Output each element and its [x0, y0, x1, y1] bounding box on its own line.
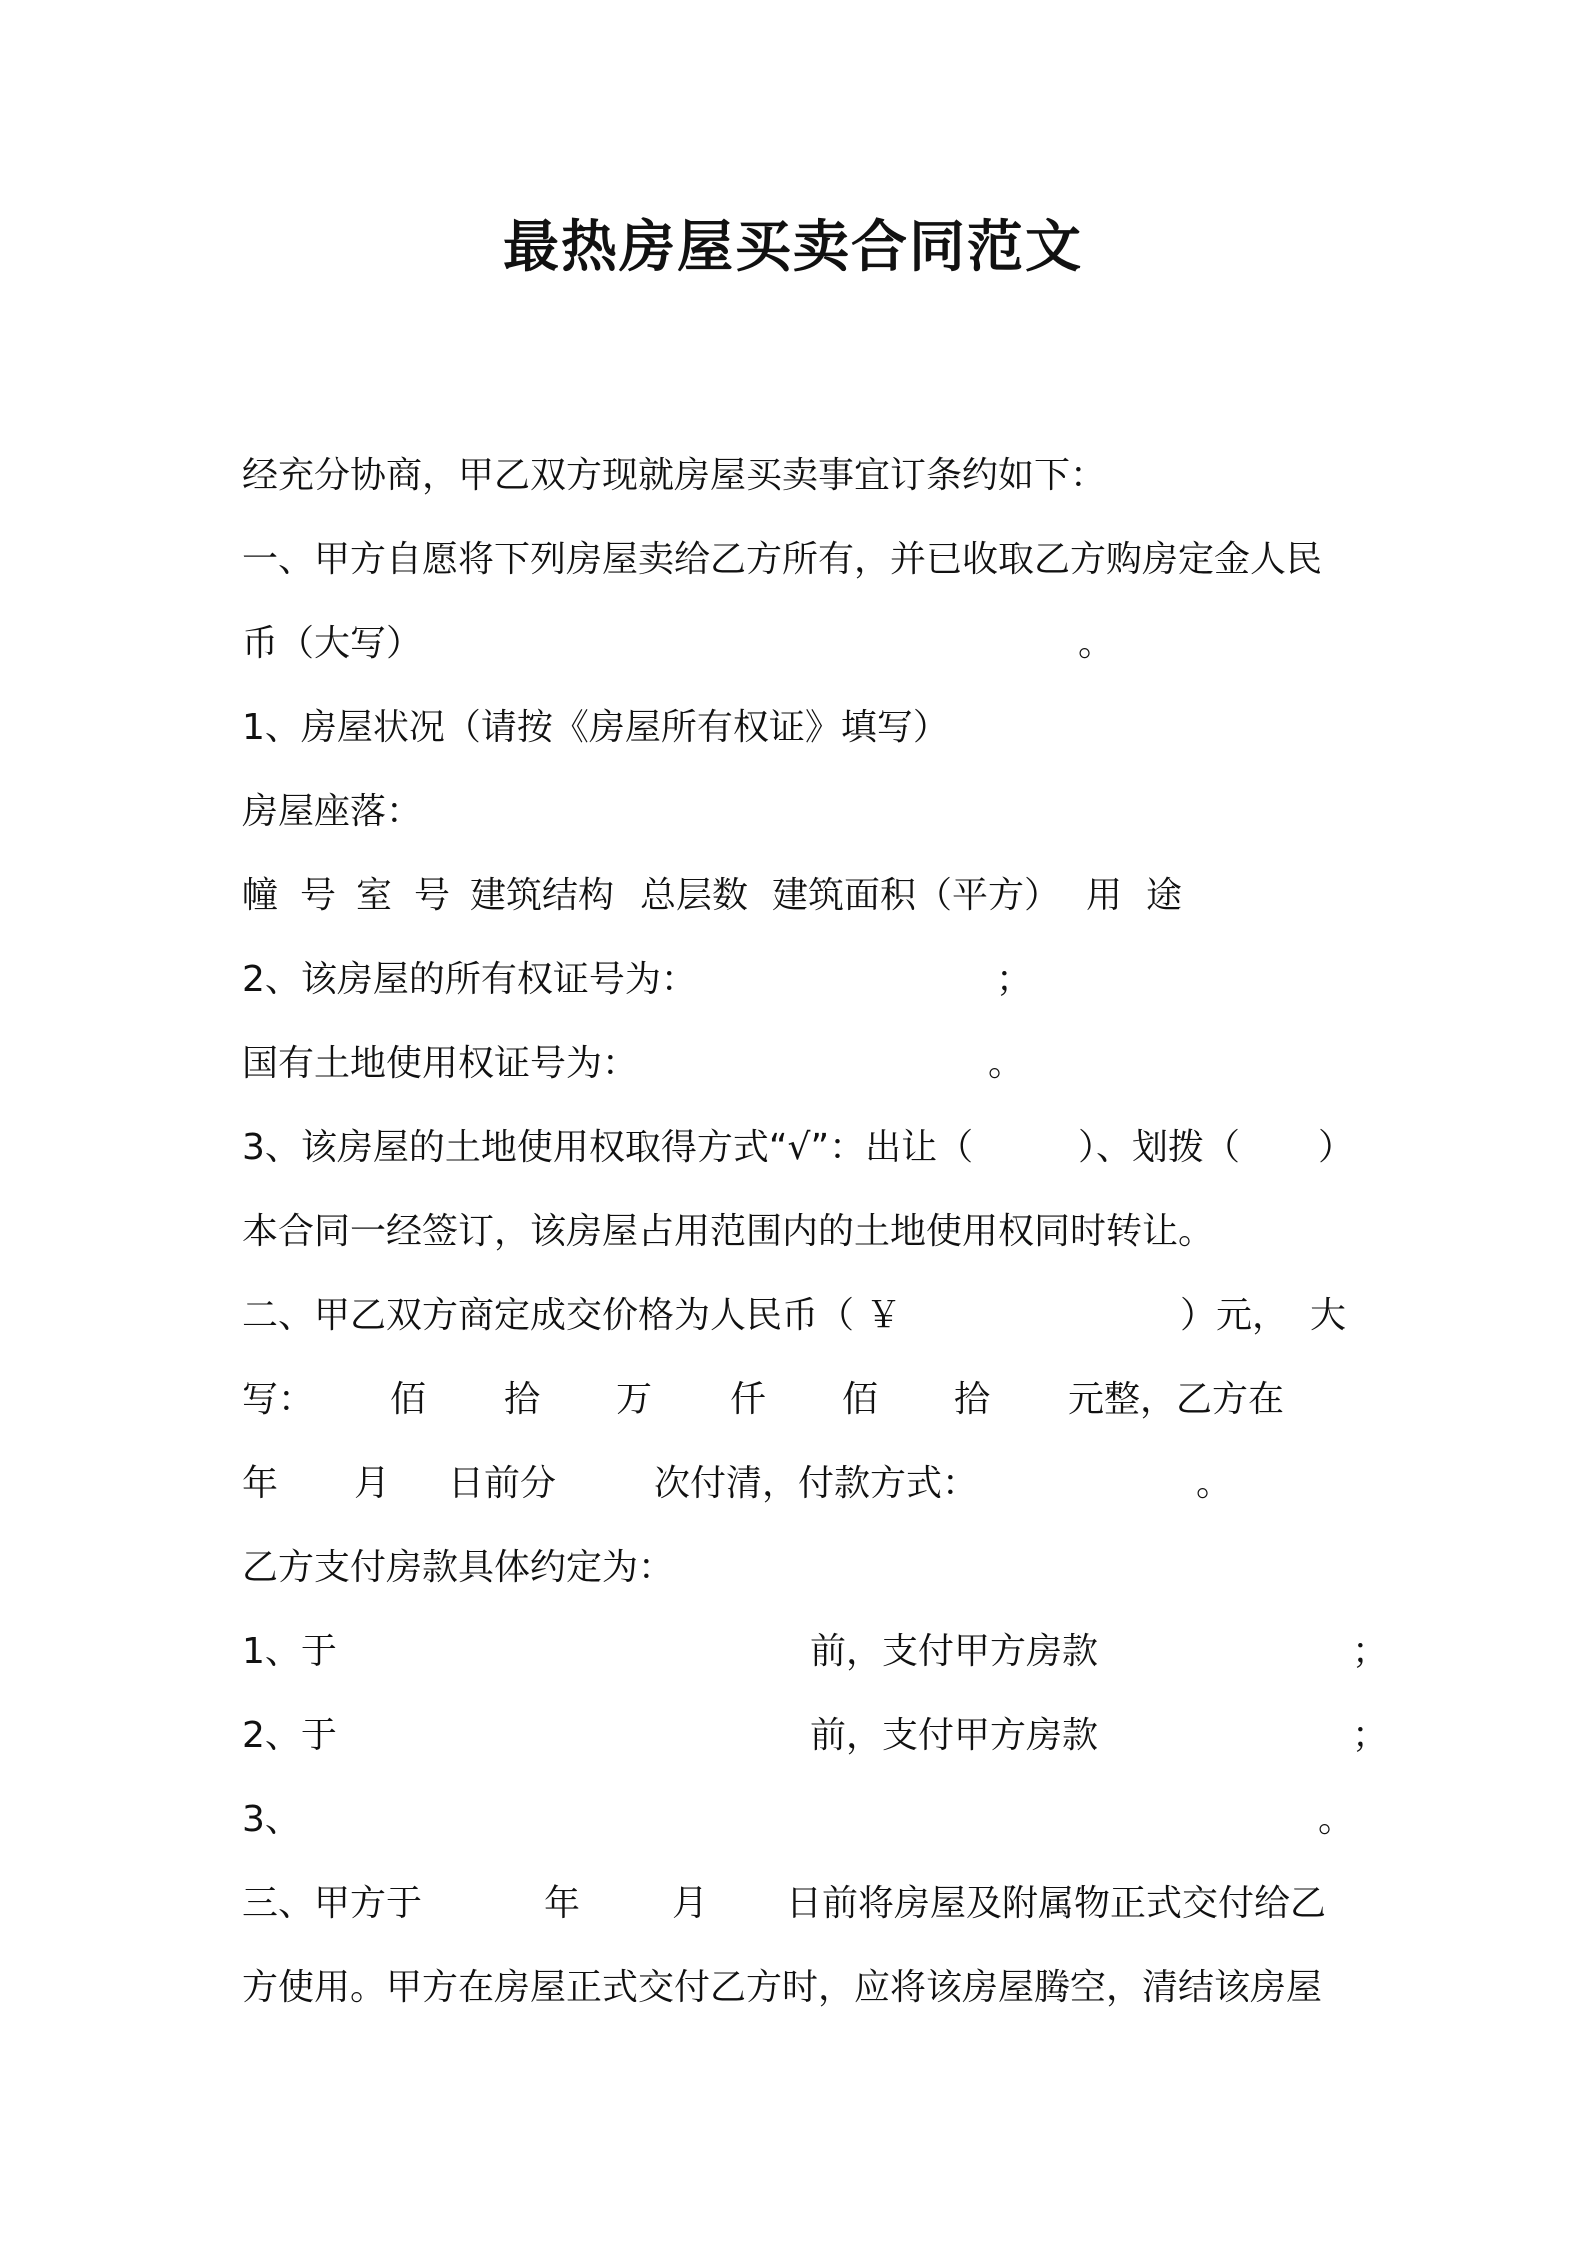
payment-end: 。 [1318, 1799, 1355, 1840]
payment-intro: 乙方支付房款具体约定为： [242, 1547, 675, 1588]
payment-end: ； [1352, 1631, 1389, 1672]
clause2-word: 月 [354, 1463, 391, 1504]
intro-line: 经充分协商，甲乙双方现就房屋买卖事宜订条约如下： [242, 455, 1107, 496]
clause2-line1-mid: ）元， [1180, 1295, 1289, 1336]
land-cert-end: 。 [988, 1043, 1025, 1084]
clause2-word: 元整，乙方在 [1068, 1379, 1285, 1420]
header-cell: 建筑结构 [470, 875, 615, 916]
clause3-word: 日前将房屋及附属物正式交付给乙 [786, 1883, 1327, 1924]
header-cell: 建筑面积（平方） [772, 875, 1061, 916]
clause2-word: 拾 [504, 1379, 541, 1420]
header-cell: 室 [356, 875, 393, 916]
clause2-word: 年 [242, 1463, 279, 1504]
clause1-line2 [242, 614, 1442, 674]
payment-num: 3、 [242, 1799, 301, 1840]
payment-end: ； [1352, 1715, 1389, 1756]
payment-num: 1、于 [242, 1631, 337, 1672]
payment-line [242, 1790, 1442, 1850]
payment-num: 2、于 [242, 1715, 337, 1756]
item3-mid: ）、划拨（ [1078, 1127, 1241, 1168]
header-cell: 幢 [242, 875, 279, 916]
clause2-line1-text: 二、甲乙双方商定成交价格为人民币（ ￥ [242, 1295, 902, 1336]
clause3-line1 [242, 1874, 1442, 1934]
item1-line: 1、房屋状况（请按《房屋所有权证》填写） [242, 707, 949, 748]
clause1-line2-end: 。 [1078, 623, 1115, 664]
header-cell: 用 [1086, 875, 1123, 916]
clause2-line1 [242, 1286, 1442, 1346]
clause2-word: 拾 [954, 1379, 991, 1420]
item2-line [242, 950, 1442, 1010]
payment-mid: 前，支付甲方房款 [810, 1631, 1099, 1672]
clause3-word: 月 [672, 1883, 709, 1924]
land-cert-text: 国有土地使用权证号为： [242, 1043, 639, 1084]
clause2-word: 万 [616, 1379, 653, 1420]
item3-end: ） [1318, 1127, 1355, 1168]
header-cell: 号 [414, 875, 451, 916]
item2-text: 2、该房屋的所有权证号为： [242, 959, 697, 1000]
clause2-word: 仟 [730, 1379, 767, 1420]
header-cell: 号 [300, 875, 337, 916]
clause2-word: 次付清，付款方式： [654, 1463, 979, 1504]
item3-line [242, 1118, 1442, 1178]
item2-end: ； [996, 959, 1033, 1000]
table-header-row [242, 866, 1442, 926]
clause2-word: 。 [1196, 1463, 1233, 1504]
payment-line [242, 1622, 1442, 1682]
clause2-word: 写： [242, 1379, 315, 1420]
item3-text: 3、该房屋的土地使用权取得方式“√”：出让（ [242, 1127, 974, 1168]
clause2-word: 佰 [390, 1379, 427, 1420]
clause3-word: 三、甲方于 [242, 1883, 423, 1924]
clause1-line1: 一、甲方自愿将下列房屋卖给乙方所有，并已收取乙方购房定金人民 [242, 539, 1323, 580]
header-cell: 总层数 [640, 875, 749, 916]
land-cert-line [242, 1034, 1442, 1094]
header-cell: 途 [1146, 875, 1183, 916]
clause2-word: 日前分 [448, 1463, 557, 1504]
clause2-line1-end: 大 [1310, 1295, 1347, 1336]
clause2-line2 [242, 1370, 1442, 1430]
clause3-line2: 方使用。甲方在房屋正式交付乙方时，应将该房屋腾空，清结该房屋 [242, 1967, 1323, 2008]
document-title: 最热房屋买卖合同范文 [503, 215, 1083, 280]
location-label: 房屋座落： [242, 791, 423, 832]
clause3-word: 年 [544, 1883, 581, 1924]
payment-line [242, 1706, 1442, 1766]
clause1-line2-text: 币（大写） [242, 623, 423, 664]
clause2-word: 佰 [842, 1379, 879, 1420]
payment-mid: 前，支付甲方房款 [810, 1715, 1099, 1756]
clause2-line3 [242, 1454, 1442, 1514]
item3-continuation: 本合同一经签订，该房屋占用范围内的土地使用权同时转让。 [242, 1211, 1215, 1252]
